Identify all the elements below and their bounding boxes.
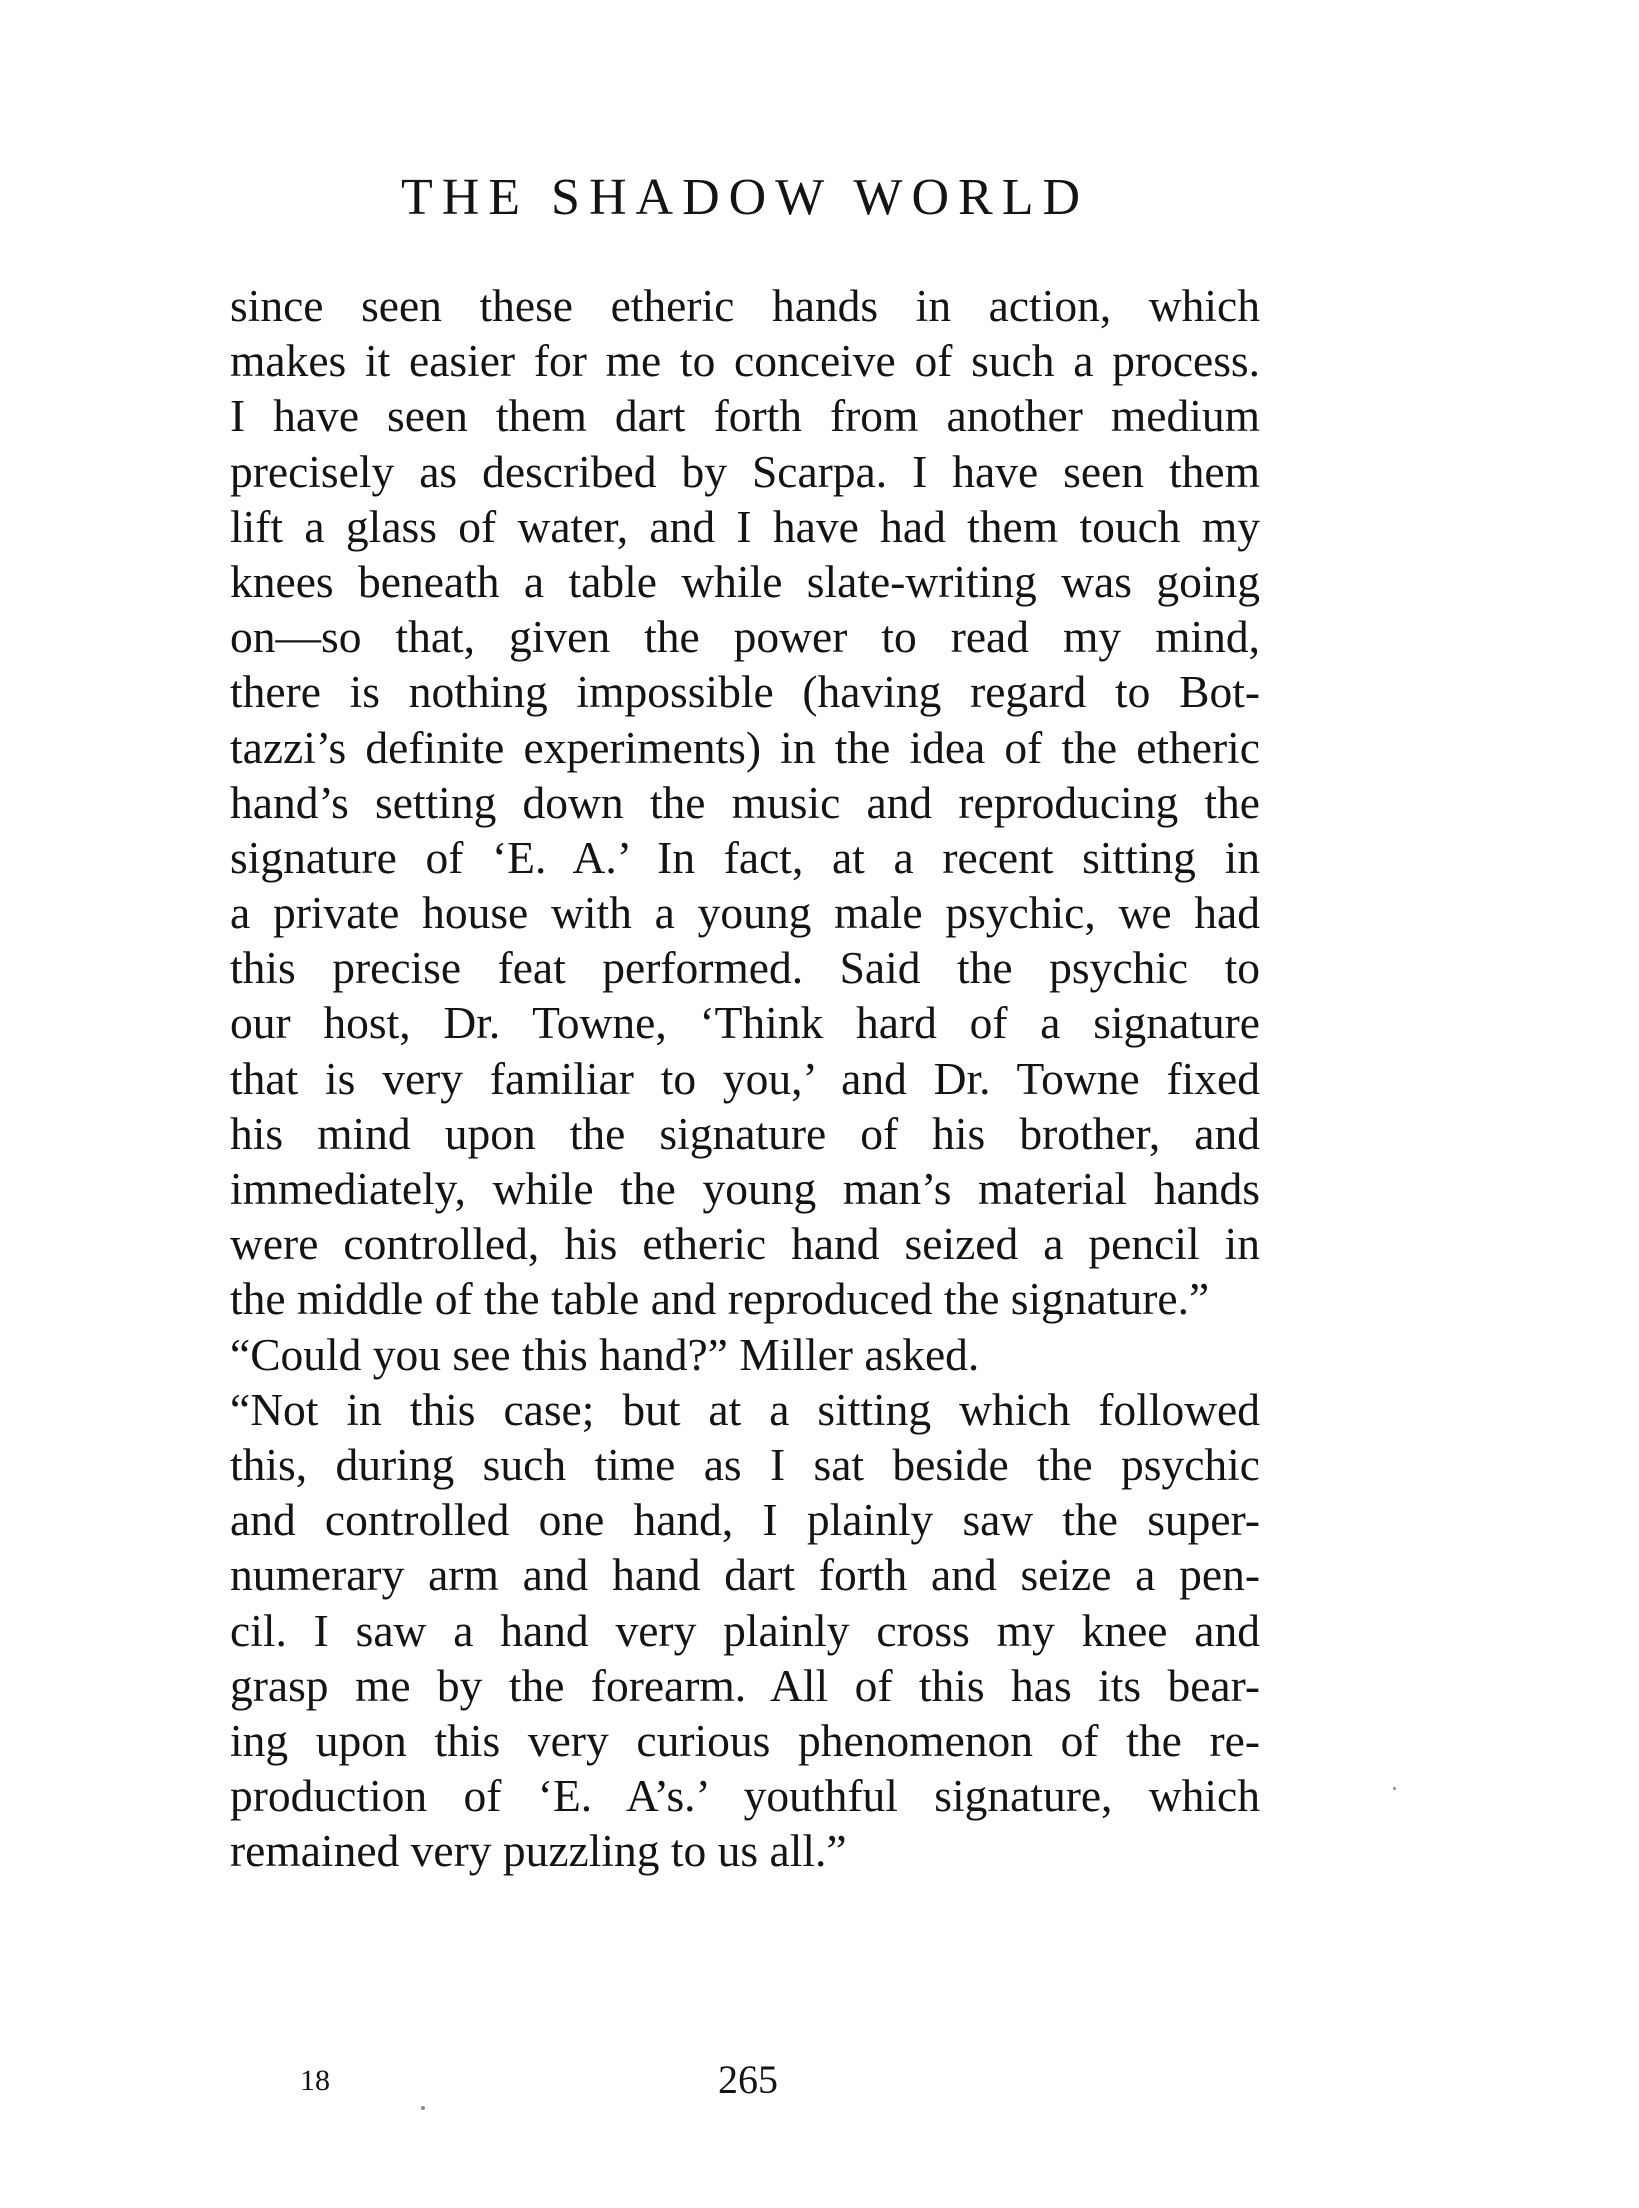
- text-line: the middle of the table and reproduced the signature.”: [230, 1273, 1210, 1325]
- text-line: cil. I saw a hand very plainly cross my knee and: [230, 1604, 1260, 1656]
- text-line: knees beneath a table while slate-writing was going: [230, 555, 1260, 607]
- paper-speck: [421, 2106, 425, 2110]
- text-line: signature of ‘E. A.’ In fact, at a recent sitting in: [230, 831, 1260, 883]
- text-line: tazzi’s definite experiments) in the idea of the etheric: [230, 721, 1260, 773]
- text-line: remained very puzzling to us all.”: [230, 1825, 847, 1877]
- text-line: were controlled, his etheric hand seized a pencil in: [230, 1218, 1260, 1270]
- text-line: lift a glass of water, and I have had them touch my: [230, 500, 1260, 552]
- text-line: precisely as described by Scarpa. I have seen them: [230, 445, 1260, 497]
- text-line: that is very familiar to you,’ and Dr. Towne fixed: [230, 1052, 1260, 1104]
- body-text: [230, 278, 1260, 1878]
- text-line: ing upon this very curious phenomenon of the re-: [230, 1714, 1260, 1766]
- text-line: there is nothing impossible (having regard to Bot-: [230, 666, 1260, 718]
- text-line: and controlled one hand, I plainly saw the super-: [230, 1494, 1260, 1546]
- text-line: this precise feat performed. Said the psychic to: [230, 942, 1260, 994]
- paper-speck: [1393, 1787, 1396, 1790]
- text-line: since seen these etheric hands in action, which: [230, 280, 1260, 331]
- text-line: on—so that, given the power to read my mind,: [230, 611, 1260, 663]
- text-line: makes it easier for me to conceive of such a process.: [230, 335, 1260, 387]
- text-line: grasp me by the forearm. All of this has its bear-: [230, 1659, 1260, 1711]
- text-line: immediately, while the young man’s material hands: [230, 1163, 1260, 1214]
- text-line: I have seen them dart forth from another medium: [230, 390, 1260, 442]
- text-line: our host, Dr. Towne, ‘Think hard of a signature: [230, 997, 1260, 1049]
- text-line: “Could you see this hand?” Miller asked.: [230, 1328, 980, 1380]
- text-line: numerary arm and hand dart forth and seize a pen-: [230, 1549, 1260, 1601]
- running-head: THE SHADOW WORLD: [400, 169, 1090, 226]
- text-line: production of ‘E. A’s.’ youthful signature, which: [230, 1770, 1260, 1822]
- text-line: a private house with a young male psychic, we had: [230, 887, 1260, 939]
- page-number: 265: [718, 2057, 778, 2102]
- signature-mark: 18: [300, 2064, 330, 2097]
- text-line: his mind upon the signature of his brother, and: [230, 1107, 1260, 1159]
- text-line: “Not in this case; but at a sitting which followed: [230, 1383, 1260, 1435]
- text-line: this, during such time as I sat beside the psychic: [230, 1438, 1260, 1490]
- text-line: hand’s setting down the music and reproducing the: [230, 776, 1260, 828]
